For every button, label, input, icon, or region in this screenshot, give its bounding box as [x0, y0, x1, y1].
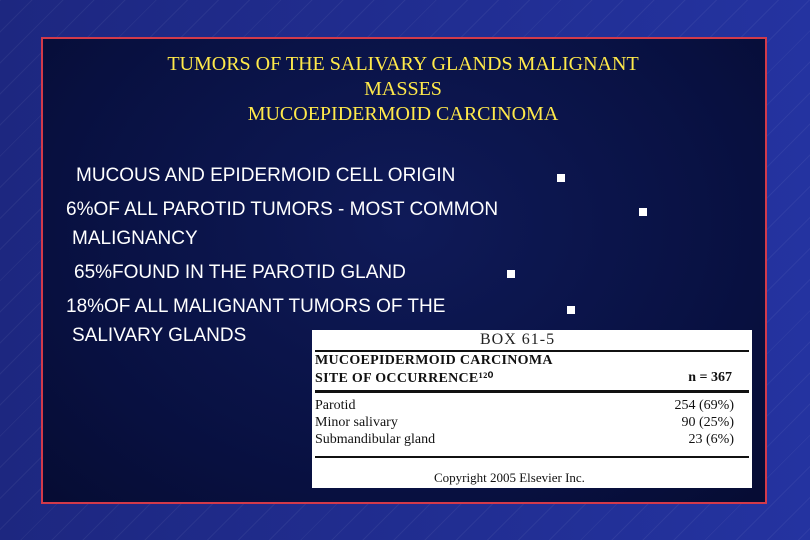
- box-subheading: SITE OF OCCURRENCE¹²⁰: [315, 371, 494, 386]
- bullet-text-4: 18%OF ALL MALIGNANT TUMORS OF THE: [66, 296, 446, 317]
- box-heading: MUCOEPIDERMOID CARCINOMA: [315, 353, 553, 368]
- box-61-5: [312, 330, 752, 488]
- box-bottom-rule: [315, 456, 749, 458]
- bullet-text-3: 65%FOUND IN THE PAROTID GLAND: [74, 262, 406, 283]
- title-line-2: MASSES: [364, 78, 442, 100]
- title-line-1: TUMORS OF THE SALIVARY GLANDS MALIGNANT: [167, 53, 639, 75]
- square-bullet-icon: [567, 306, 575, 314]
- square-bullet-icon: [639, 208, 647, 216]
- title-line-3: MUCOEPIDERMOID CARCINOMA: [247, 103, 559, 125]
- table-row: [315, 398, 734, 414]
- site-name: Submandibular gland: [315, 432, 436, 447]
- bullet-text-2: 6%OF ALL PAROTID TUMORS - MOST COMMON: [66, 199, 499, 220]
- copyright-text: Copyright 2005 Elsevier Inc.: [434, 470, 585, 485]
- box-top-rule: [315, 350, 749, 352]
- table-row: [315, 432, 734, 448]
- site-value: 90 (25%): [681, 415, 734, 430]
- site-name: Minor salivary: [315, 415, 398, 430]
- site-value: 254 (69%): [674, 398, 734, 413]
- square-bullet-icon: [557, 174, 565, 182]
- box-sample-size: n = 367: [688, 370, 732, 385]
- site-name: Parotid: [315, 398, 356, 413]
- square-bullet-icon: [507, 270, 515, 278]
- slide-title: [50, 52, 756, 127]
- bullet-text-1: MUCOUS AND EPIDERMOID CELL ORIGIN: [76, 165, 456, 186]
- table-row: [315, 415, 734, 431]
- site-value: 23 (6%): [688, 432, 734, 447]
- box-label: BOX 61-5: [480, 331, 556, 348]
- bullet-text-2-continued: MALIGNANCY: [72, 228, 198, 249]
- bullet-text-4-continued: SALIVARY GLANDS: [72, 325, 247, 346]
- box-header-rule: [315, 390, 749, 393]
